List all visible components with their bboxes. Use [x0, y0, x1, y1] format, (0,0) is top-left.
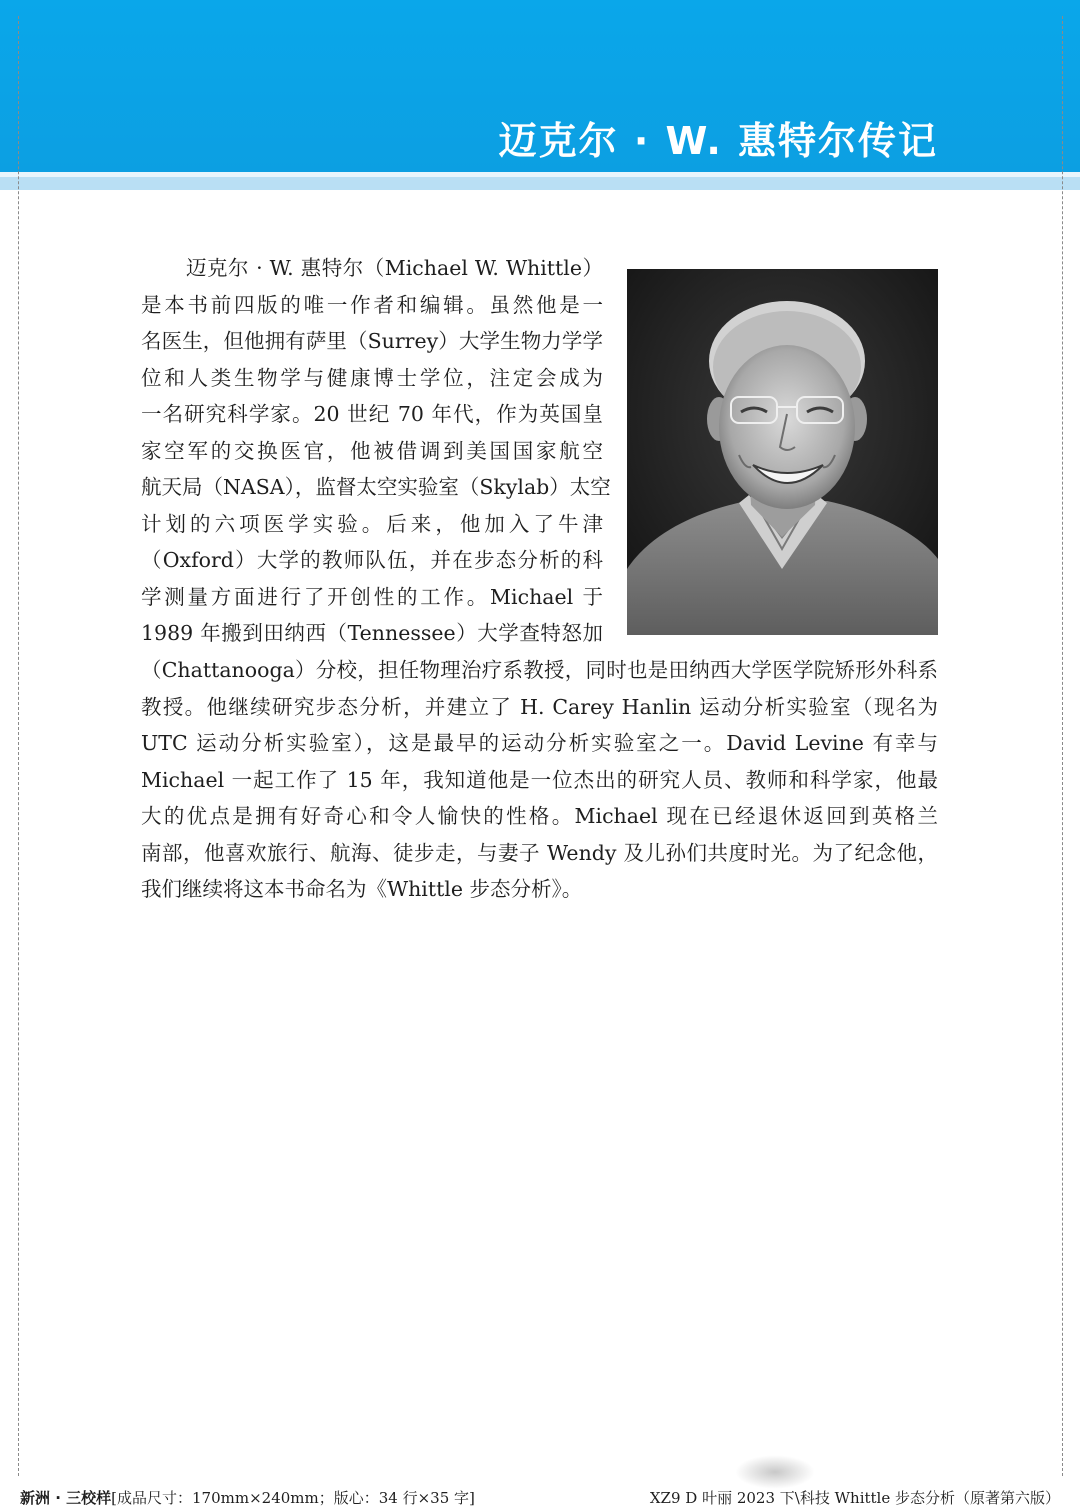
bio-line: 教授。他继续研究步态分析，并建立了 H. Carey Hanlin 运动分析实验室（现名为 [141, 694, 938, 719]
footer-left [20, 1487, 475, 1508]
bio-line: 大的优点是拥有好奇心和令人愉快的性格。Michael 现在已经退休返回到英格兰 [141, 804, 938, 828]
page-title: 迈克尔 · W. 惠特尔传记 [498, 119, 938, 163]
trim-line-left [18, 16, 19, 1476]
footer-right: XZ9 D 叶丽 2023 下\科技 Whittle 步态分析（原著第六版） [649, 1489, 1060, 1507]
bio-line: 是本书前四版的唯一作者和编辑。虽然他是一 [141, 292, 603, 317]
footer-specs: [成品尺寸：170mm×240mm；版心：34 行×35 字] [111, 1489, 475, 1507]
bio-line: 一名研究科学家。20 世纪 70 年代，作为英国皇 [141, 402, 603, 426]
bio-line: 航天局（NASA），监督太空实验室（Skylab）太空 [141, 475, 611, 499]
bio-line: 计划的六项医学实验。后来，他加入了牛津 [141, 511, 603, 536]
trim-line-right [1062, 16, 1063, 1476]
header-banner [0, 0, 1080, 172]
bio-line: 家空军的交换医官，他被借调到美国国家航空 [141, 438, 603, 463]
scan-smudge [735, 1455, 815, 1489]
header-rule [0, 177, 1080, 190]
bio-line: 名医生，但他拥有萨里（Surrey）大学生物力学学 [141, 329, 603, 353]
bio-line: 1989 年搬到田纳西（Tennessee）大学查特怒加 [141, 621, 603, 645]
bio-line: （Chattanooga）分校，担任物理治疗系教授，同时也是田纳西大学医学院矫形外科系 [141, 658, 938, 682]
bio-line: 迈克尔 · W. 惠特尔（Michael W. Whittle） [186, 256, 603, 280]
bio-text-narrow [141, 250, 938, 652]
bio-line: （Oxford）大学的教师队伍，并在步态分析的科 [141, 548, 603, 572]
bio-text-full [141, 652, 938, 908]
bio-line: 学测量方面进行了开创性的工作。Michael 于 [141, 584, 603, 609]
bio-line: UTC 运动分析实验室），这是最早的运动分析实验室之一。David Levine 有幸与 [141, 731, 938, 755]
bio-line-last: 我们继续将这本书命名为《Whittle 步态分析》。 [141, 877, 583, 901]
bio-line: 位和人类生物学与健康博士学位，注定会成为 [141, 365, 603, 390]
print-footer [20, 1487, 1060, 1509]
footer-brand: 新洲 · 三校样 [20, 1489, 112, 1507]
bio-line: 南部，他喜欢旅行、航海、徒步走，与妻子 Wendy 及儿孙们共度时光。为了纪念他， [141, 840, 938, 865]
bio-line: Michael 一起工作了 15 年，我知道他是一位杰出的研究人员、教师和科学家，他最 [141, 767, 938, 792]
